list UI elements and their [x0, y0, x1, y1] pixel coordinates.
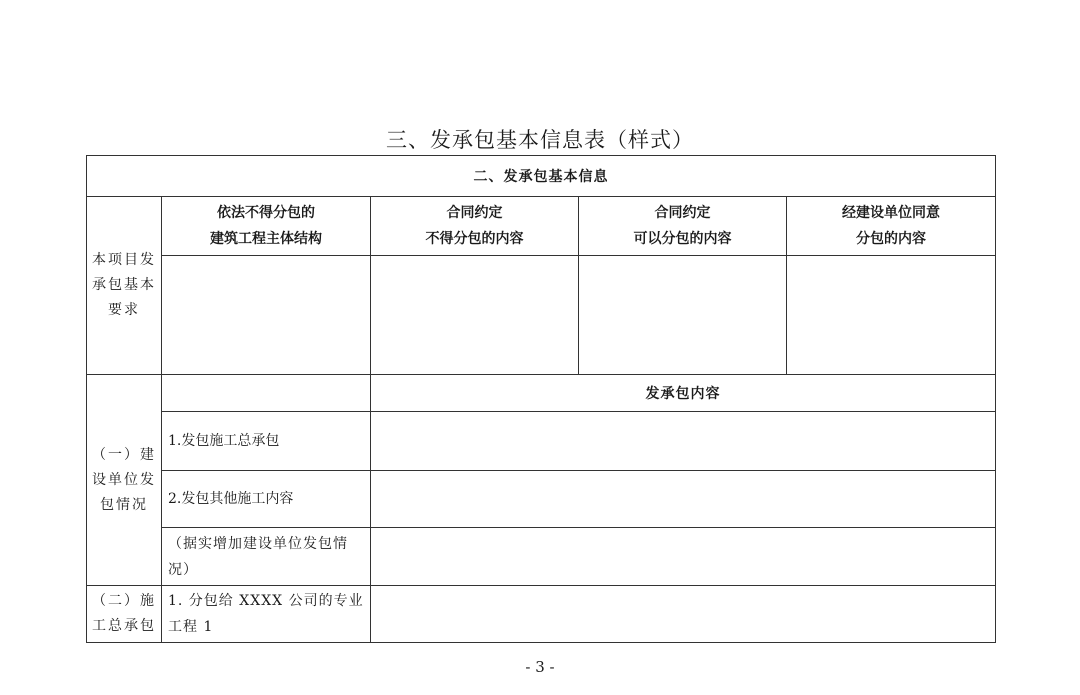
- empty-cell: [162, 256, 371, 375]
- empty-cell: [371, 471, 996, 528]
- empty-cell: [787, 256, 996, 375]
- empty-cell: [371, 412, 996, 471]
- column-header-no-subcontract: 合同约定 不得分包的内容: [371, 197, 579, 256]
- empty-cell: [162, 375, 371, 412]
- column-header-main-structure: 依法不得分包的 建筑工程主体结构: [162, 197, 371, 256]
- group1-item-1: 1.发包施工总承包: [162, 412, 371, 471]
- column-header-owner-approved: 经建设单位同意 分包的内容: [787, 197, 996, 256]
- page-title: 三、发承包基本信息表（样式）: [386, 128, 694, 152]
- empty-cell: [371, 528, 996, 586]
- empty-cell: [371, 586, 996, 643]
- group1-label: （一）建 设单位发 包情况: [87, 375, 162, 586]
- group1-note: （据实增加建设单位发包情 况）: [162, 528, 371, 586]
- content-header: 发承包内容: [371, 375, 996, 412]
- group2-item-1: 1. 分包给 XXXX 公司的专业 工程 1: [162, 586, 371, 643]
- empty-cell: [371, 256, 579, 375]
- section-header: 二、发承包基本信息: [87, 156, 996, 197]
- info-table: [86, 155, 996, 643]
- column-header-can-subcontract: 合同约定 可以分包的内容: [579, 197, 787, 256]
- requirement-label: 本项目发 承包基本 要求: [87, 197, 162, 375]
- empty-cell: [579, 256, 787, 375]
- group1-item-2: 2.发包其他施工内容: [162, 471, 371, 528]
- group2-label: （二）施 工总承包: [87, 586, 162, 643]
- page-number: - 3 -: [525, 658, 555, 676]
